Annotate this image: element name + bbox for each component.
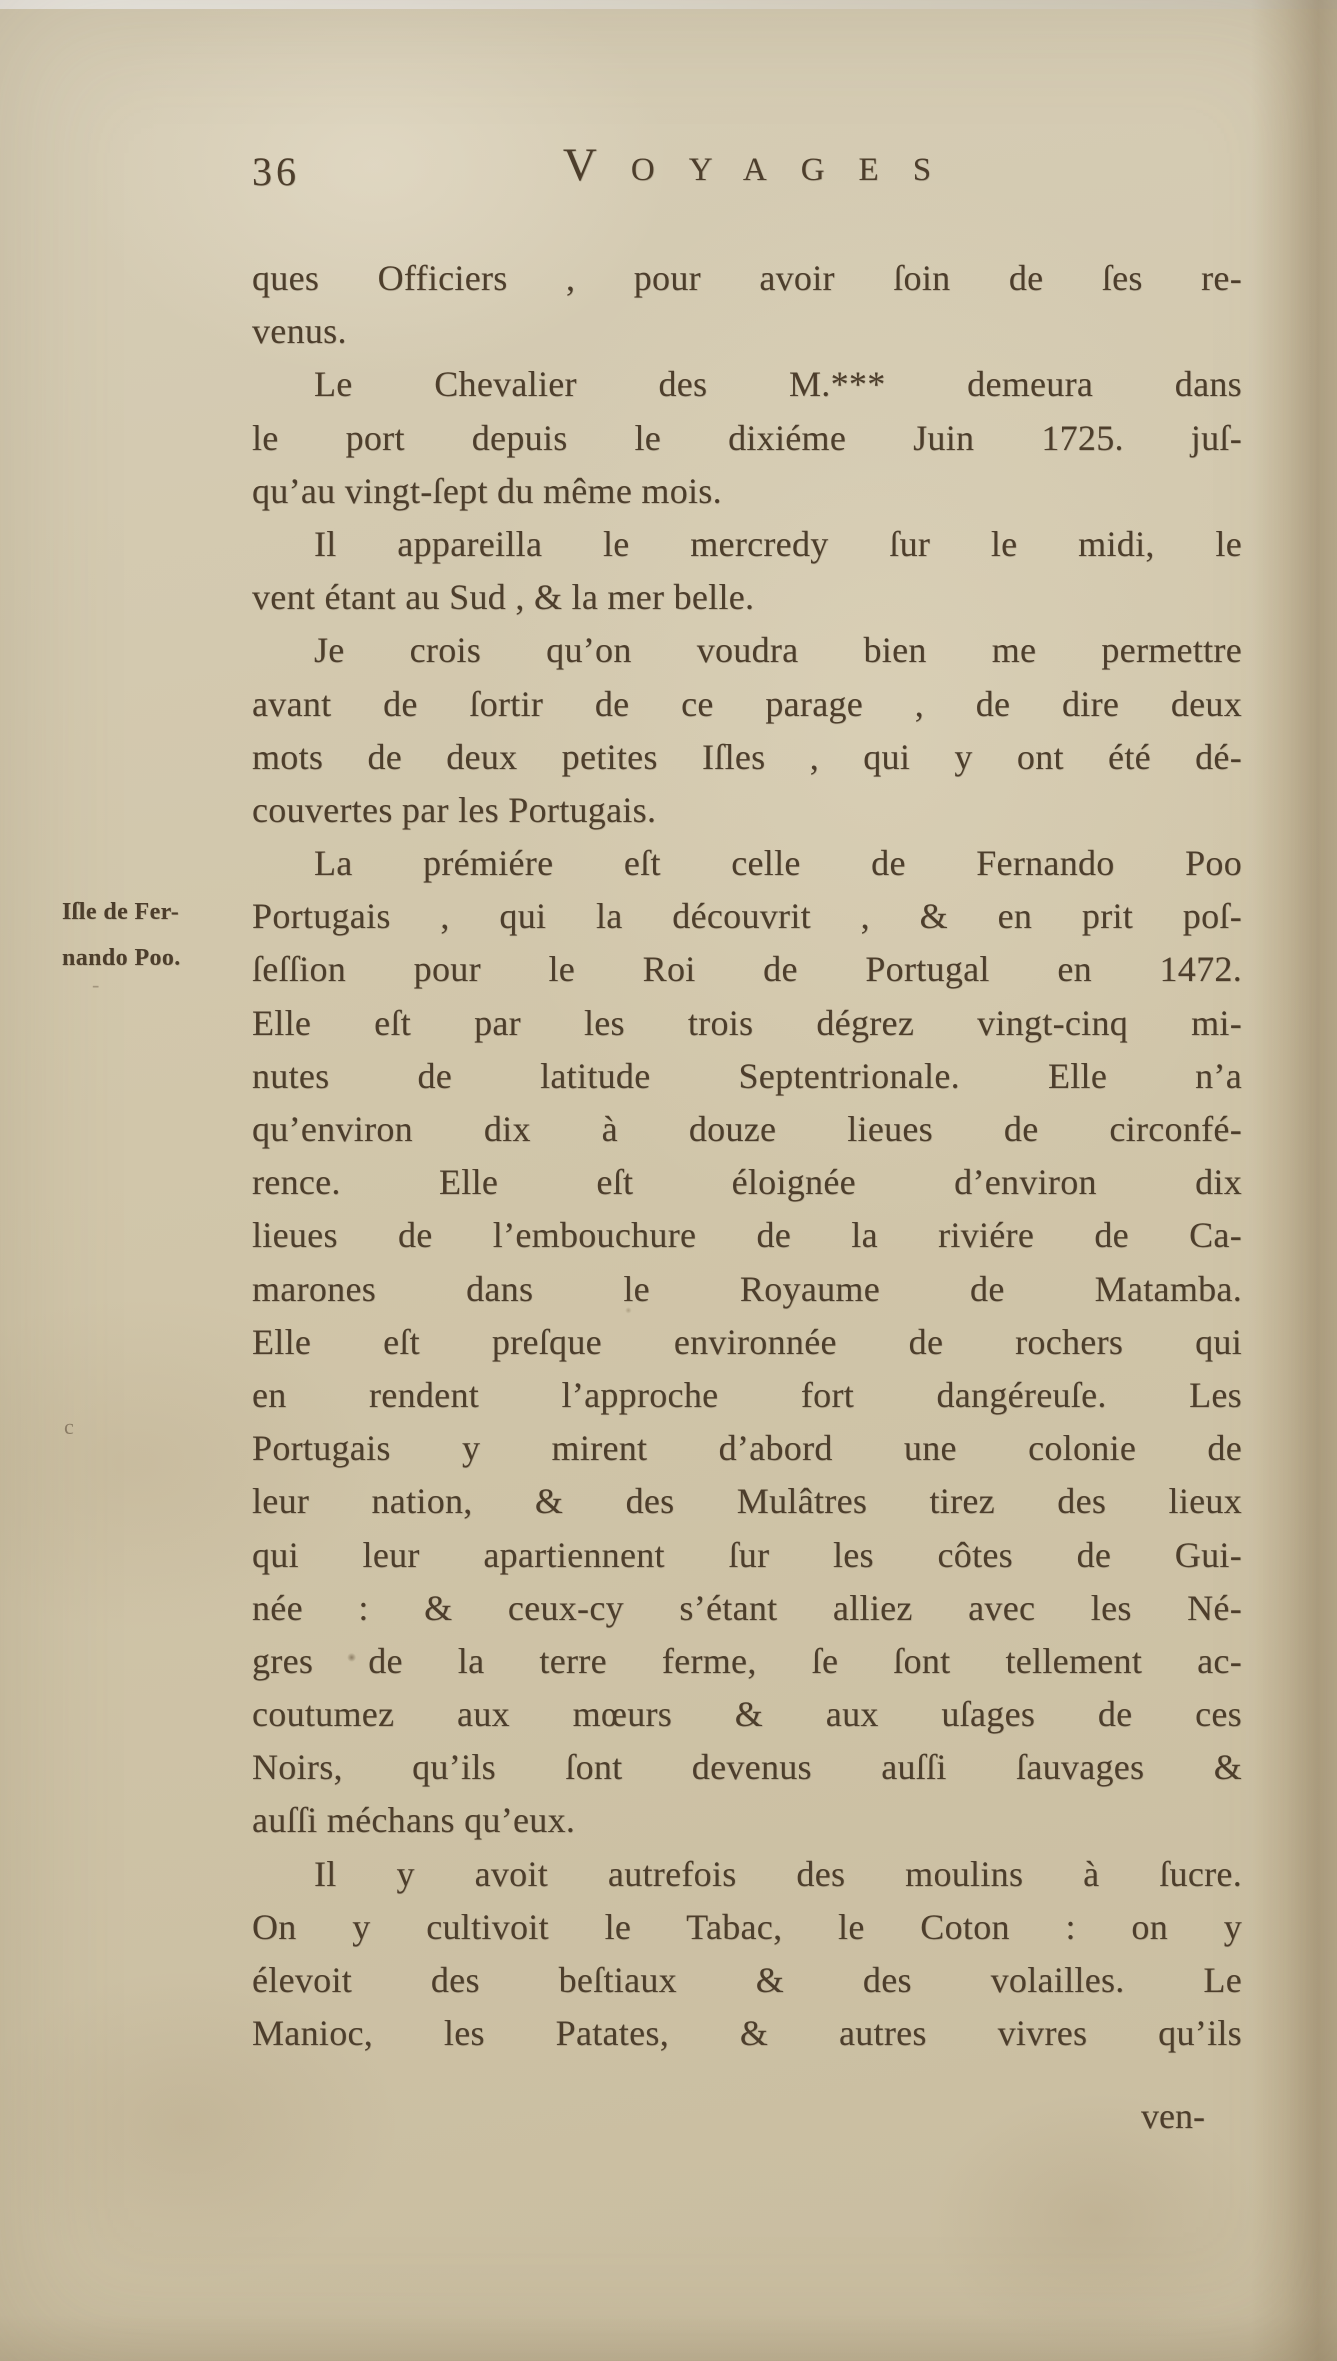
stray-ink-mark: - (92, 972, 100, 997)
text-line: marones dans le Royaume de Matamba. (252, 1268, 1242, 1309)
text-line: rence. Elle eſt éloignée d’environ dix (252, 1162, 1242, 1203)
text-line: couvertes par les Portugais. (252, 789, 657, 830)
text-line: nutes de latitude Septentrionale. Elle n’a (252, 1055, 1242, 1096)
page-edge-bottom (0, 2315, 1337, 2361)
catchword: ven- (1141, 2096, 1205, 2136)
text-line: mots de deux petites Iſles , qui y ont été dé- (252, 736, 1242, 777)
text-line: Le Chevalier des M.*** demeura dans (314, 364, 1242, 405)
text-line: ſeſſion pour le Roi de Portugal en 1472. (252, 949, 1242, 990)
text-line: gres de la terre ferme, ſe ſont tellement ac- (252, 1640, 1242, 1681)
text-line: qui leur apartiennent ſur les côtes de Gui- (252, 1534, 1242, 1575)
text-line: Portugais y mirent d’abord une colonie de (252, 1428, 1242, 1469)
running-title (252, 138, 1242, 192)
scan-edge-top (0, 0, 1337, 9)
text-line: coutumez aux mœurs & aux uſages de ces (252, 1694, 1242, 1735)
text-line: en rendent l’approche fort dangéreuſe. Les (252, 1374, 1242, 1415)
text-line: qu’environ dix à douze lieues de circonfé- (252, 1109, 1242, 1149)
margin-note (62, 889, 248, 981)
text-line: Manioc, les Patates, & autres vivres qu’ils (252, 2013, 1242, 2054)
text-line: Il appareilla le mercredy ſur le midi, le (314, 523, 1242, 564)
text-line: On y cultivoit le Tabac, le Coton : on y (252, 1906, 1242, 1947)
text-line: Elle eſt par les trois dégrez vingt-cinq mi- (252, 1002, 1242, 1043)
text-line: lieues de l’embouchure de la riviére de Ca- (252, 1215, 1242, 1256)
margin-note-line: nando Poo. (62, 945, 181, 971)
running-title-text: VOYAGES (562, 139, 966, 191)
text-line: venus. (252, 311, 347, 352)
text-line: Portugais , qui la découvrit , & en prit poſ- (252, 896, 1242, 937)
stray-ink-mark: c (64, 1414, 74, 1439)
text-line: Il y avoit autrefois des moulins à ſucre. (314, 1853, 1242, 1894)
page-header (252, 138, 1242, 198)
body-text (252, 252, 1242, 2060)
page-edge-shadow (1251, 0, 1337, 2361)
text-line: ques Officiers , pour avoir ſoin de ſes re- (252, 258, 1242, 298)
text-line: Elle eſt preſque environnée de rochers qui (252, 1321, 1242, 1362)
text-line: élevoit des beſtiaux & des volailles. Le (252, 1960, 1242, 2000)
text-line: La prémiére eſt celle de Fernando Poo (314, 843, 1242, 884)
text-line: qu’au vingt-ſept du même mois. (252, 470, 722, 511)
page-number: 36 (252, 149, 300, 194)
text-line: Noirs, qu’ils ſont devenus auſſi ſauvages & (252, 1747, 1242, 1788)
margin-note-line: Iſle de Fer- (62, 899, 180, 925)
text-line: avant de ſortir de ce parage , de dire deux (252, 683, 1242, 724)
text-line: auſſi méchans qu’eux. (252, 1800, 576, 1841)
text-line: vent étant au Sud , & la mer belle. (252, 577, 755, 618)
text-line: le port depuis le dixiéme Juin 1725. juſ- (252, 417, 1242, 458)
text-line: leur nation, & des Mulâtres tirez des lieux (252, 1481, 1242, 1522)
text-line: Je crois qu’on voudra bien me permettre (314, 630, 1242, 671)
text-line: née : & ceux-cy s’étant alliez avec les Né- (252, 1587, 1242, 1628)
